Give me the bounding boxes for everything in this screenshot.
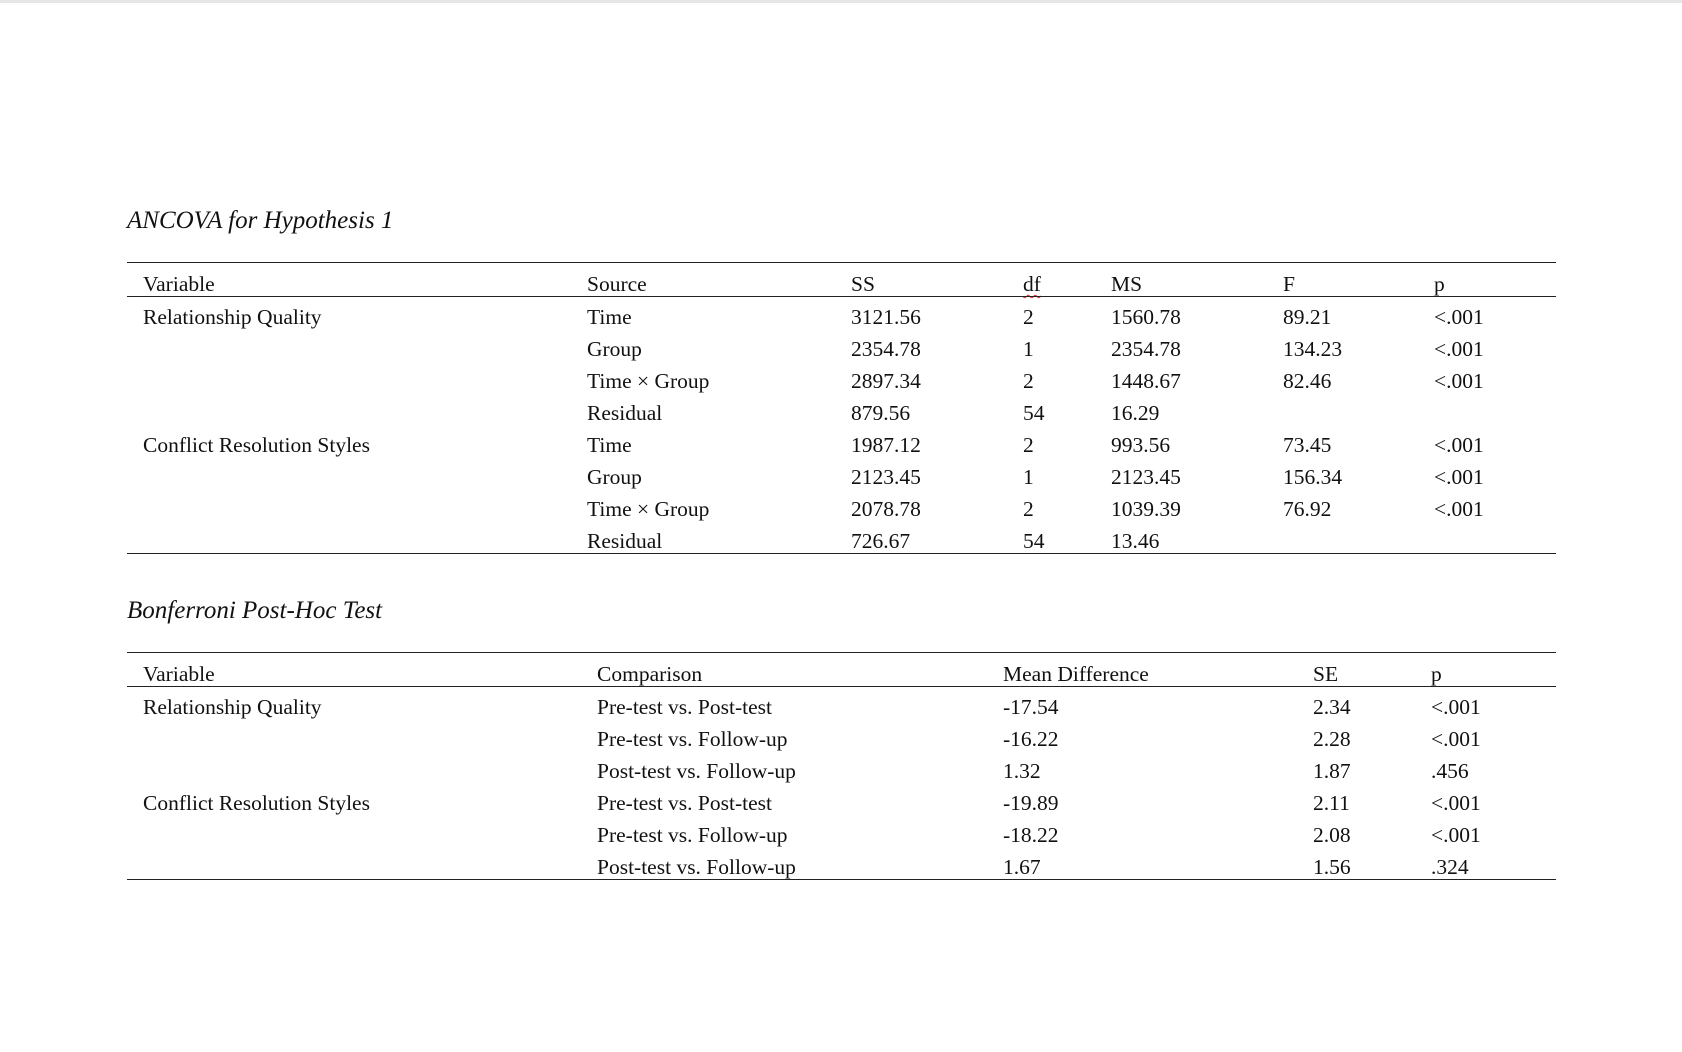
posthoc-cell-comparison: Post-test vs. Follow-up <box>597 855 796 879</box>
posthoc-cell-p: <.001 <box>1431 695 1481 719</box>
posthoc-cell-se: 1.56 <box>1313 855 1351 879</box>
posthoc-table <box>127 652 1556 880</box>
ancova-cell-ss: 726.67 <box>851 529 911 553</box>
ancova-cell-ss: 2354.78 <box>851 337 921 361</box>
ancova-cell-source: Time × Group <box>587 369 710 393</box>
ancova-cell-df: 2 <box>1023 369 1034 393</box>
posthoc-cell-se: 2.08 <box>1313 823 1351 847</box>
ancova-cell-source: Group <box>587 337 642 361</box>
ancova-header-rule <box>127 296 1556 297</box>
ancova-table-title: ANCOVA for Hypothesis 1 <box>127 207 394 234</box>
posthoc-cell-mean-diff: -18.22 <box>1003 823 1059 847</box>
posthoc-header-mean-diff: Mean Difference <box>1003 662 1149 686</box>
ancova-cell-p: <.001 <box>1434 497 1484 521</box>
posthoc-cell-se: 2.34 <box>1313 695 1351 719</box>
ancova-cell-ms: 2354.78 <box>1111 337 1181 361</box>
ancova-cell-f: 89.21 <box>1283 305 1332 329</box>
ancova-cell-ms: 13.46 <box>1111 529 1160 553</box>
ancova-cell-p: <.001 <box>1434 337 1484 361</box>
ancova-cell-f: 76.92 <box>1283 497 1332 521</box>
ancova-cell-source: Residual <box>587 529 663 553</box>
ancova-cell-f: 134.23 <box>1283 337 1343 361</box>
posthoc-cell-comparison: Pre-test vs. Follow-up <box>597 727 788 751</box>
ancova-cell-ms: 2123.45 <box>1111 465 1181 489</box>
posthoc-header-comparison: Comparison <box>597 662 703 686</box>
ancova-top-rule <box>127 262 1556 263</box>
ancova-cell-p: <.001 <box>1434 433 1484 457</box>
posthoc-cell-p: .456 <box>1431 759 1469 783</box>
posthoc-header-p: p <box>1431 662 1442 686</box>
ancova-cell-df: 2 <box>1023 497 1034 521</box>
posthoc-cell-se: 2.28 <box>1313 727 1351 751</box>
ancova-cell-ms: 1560.78 <box>1111 305 1181 329</box>
posthoc-cell-se: 2.11 <box>1313 791 1350 815</box>
ancova-cell-variable: Conflict Resolution Styles <box>143 433 370 457</box>
ancova-cell-p: <.001 <box>1434 465 1484 489</box>
ancova-cell-p: <.001 <box>1434 305 1484 329</box>
posthoc-bottom-rule <box>127 879 1556 880</box>
ancova-header-ms: MS <box>1111 272 1143 296</box>
ancova-cell-df: 1 <box>1023 337 1034 361</box>
ancova-cell-df: 1 <box>1023 465 1034 489</box>
posthoc-cell-p: <.001 <box>1431 791 1481 815</box>
ancova-header-df: df <box>1023 272 1041 296</box>
ancova-bottom-rule <box>127 553 1556 554</box>
posthoc-cell-mean-diff: -16.22 <box>1003 727 1059 751</box>
posthoc-cell-se: 1.87 <box>1313 759 1351 783</box>
ancova-cell-ms: 993.56 <box>1111 433 1171 457</box>
ancova-cell-df: 2 <box>1023 305 1034 329</box>
ancova-cell-source: Time <box>587 305 632 329</box>
ancova-header-variable: Variable <box>143 272 215 296</box>
posthoc-cell-comparison: Pre-test vs. Follow-up <box>597 823 788 847</box>
ancova-cell-ss: 3121.56 <box>851 305 921 329</box>
posthoc-header-rule <box>127 686 1556 687</box>
ancova-cell-variable: Relationship Quality <box>143 305 322 329</box>
ancova-cell-ss: 879.56 <box>851 401 911 425</box>
posthoc-cell-p: <.001 <box>1431 727 1481 751</box>
ancova-cell-df: 54 <box>1023 401 1045 425</box>
ancova-header-source: Source <box>587 272 647 296</box>
ancova-table <box>127 262 1556 554</box>
ancova-header-p: p <box>1434 272 1445 296</box>
posthoc-cell-mean-diff: -19.89 <box>1003 791 1059 815</box>
ancova-cell-ms: 1448.67 <box>1111 369 1181 393</box>
ancova-cell-p: <.001 <box>1434 369 1484 393</box>
ancova-cell-ss: 2123.45 <box>851 465 921 489</box>
ancova-cell-source: Group <box>587 465 642 489</box>
posthoc-cell-variable: Conflict Resolution Styles <box>143 791 370 815</box>
posthoc-cell-mean-diff: -17.54 <box>1003 695 1059 719</box>
ancova-header-f: F <box>1283 272 1295 296</box>
posthoc-cell-comparison: Pre-test vs. Post-test <box>597 695 772 719</box>
posthoc-table-title: Bonferroni Post-Hoc Test <box>127 597 383 624</box>
ancova-cell-ms: 1039.39 <box>1111 497 1181 521</box>
posthoc-cell-p: .324 <box>1431 855 1469 879</box>
posthoc-cell-comparison: Post-test vs. Follow-up <box>597 759 796 783</box>
ancova-cell-f: 82.46 <box>1283 369 1332 393</box>
ancova-cell-source: Residual <box>587 401 663 425</box>
ancova-cell-ss: 2078.78 <box>851 497 921 521</box>
posthoc-cell-mean-diff: 1.67 <box>1003 855 1041 879</box>
ancova-cell-ss: 2897.34 <box>851 369 921 393</box>
ancova-cell-df: 2 <box>1023 433 1034 457</box>
posthoc-cell-p: <.001 <box>1431 823 1481 847</box>
posthoc-cell-mean-diff: 1.32 <box>1003 759 1041 783</box>
ancova-cell-ss: 1987.12 <box>851 433 921 457</box>
ancova-cell-source: Time <box>587 433 632 457</box>
posthoc-cell-comparison: Pre-test vs. Post-test <box>597 791 772 815</box>
ancova-cell-source: Time × Group <box>587 497 710 521</box>
ancova-cell-ms: 16.29 <box>1111 401 1160 425</box>
posthoc-header-variable: Variable <box>143 662 215 686</box>
posthoc-top-rule <box>127 652 1556 653</box>
ancova-cell-f: 73.45 <box>1283 433 1332 457</box>
ancova-cell-df: 54 <box>1023 529 1045 553</box>
posthoc-cell-variable: Relationship Quality <box>143 695 322 719</box>
ancova-header-ss: SS <box>851 272 875 296</box>
posthoc-header-se: SE <box>1313 662 1339 686</box>
ancova-cell-f: 156.34 <box>1283 465 1343 489</box>
